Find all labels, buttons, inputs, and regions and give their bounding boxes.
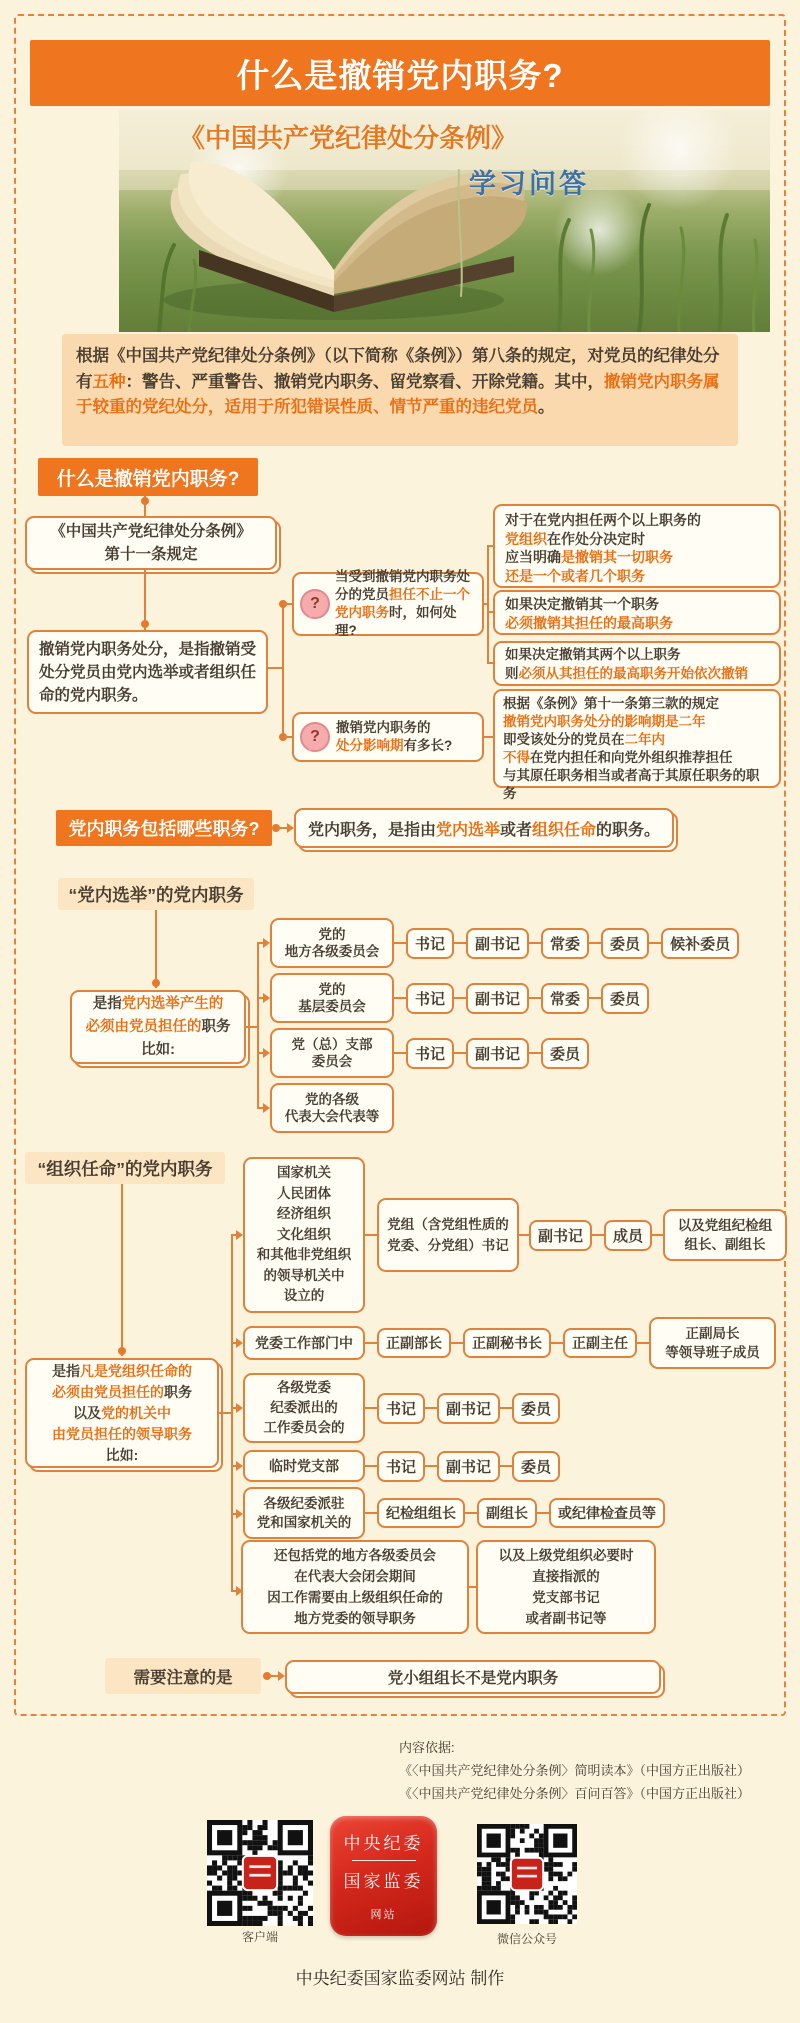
- section2-definition-box: [294, 808, 674, 848]
- connector: [500, 1465, 512, 1467]
- connector-dot: [118, 1347, 126, 1355]
- row-label-line: 党（总）支部: [291, 1037, 373, 1052]
- connector: [219, 1412, 232, 1414]
- party-group-box: 党组（含党组性质的党委、分党组）书记: [377, 1198, 519, 1272]
- connector: [394, 942, 406, 944]
- appointed-row: [243, 1157, 787, 1313]
- s2-o1: 党内选举: [435, 821, 500, 839]
- post-chip: 正副主任: [563, 1328, 637, 1358]
- elected-row: [270, 1083, 394, 1133]
- en-d3: 比如:: [141, 1041, 175, 1058]
- post-chip: 副书记: [466, 983, 529, 1014]
- an-o3: 党的机关中: [101, 1404, 171, 1421]
- connector: [500, 1407, 512, 1409]
- connector: [425, 1407, 437, 1409]
- section2-ribbon: [56, 810, 272, 846]
- post-chip: 副书记: [437, 1451, 500, 1482]
- question-mark-icon: ?: [300, 589, 330, 619]
- post-chip: 委员: [601, 928, 649, 959]
- intro-text-3: 。: [538, 398, 555, 416]
- connector: [469, 1586, 476, 1588]
- intro-box: [62, 334, 738, 446]
- answer3-box: [493, 641, 781, 686]
- appointed-note-box: [25, 1358, 219, 1468]
- row-label: 国家机关 人民团体 经济组织 文化组织 和其他非党组织 的领导机关中 设立的: [243, 1157, 365, 1313]
- credit-line: [0, 1964, 800, 1989]
- an-o1: 凡是党组织任命的: [80, 1362, 192, 1379]
- section1-ribbon-label: 什么是撤销党内职务?: [56, 468, 240, 490]
- post-chip: 书记: [406, 928, 454, 959]
- a1-o1: 党组织: [505, 530, 547, 547]
- local-committee-box: 还包括党的地方各级委员会 在代表大会闭会期间 因工作需要由上级组织任命的 地方党委的领导职务: [241, 1540, 469, 1634]
- connector-dot: [141, 497, 149, 505]
- connector: [529, 942, 541, 944]
- rule-line1: 《中国共产党纪律处分条例》: [50, 523, 252, 540]
- elected-heading-label: “党内选举”的党内职务: [68, 884, 244, 905]
- intro-text-1: 根据《中国共产党纪律处分条例》（以下简称《条例》）第八条的规定，对党员的纪律处分有: [76, 347, 720, 391]
- post-chip: 委员: [512, 1393, 560, 1424]
- a1-o3: 还是一个或者几个职务: [505, 567, 645, 584]
- en-d2: 职务: [201, 1018, 231, 1035]
- hero-subtitle: 学习问答: [469, 169, 589, 199]
- a4-d2: 即受该处分的党员在: [503, 732, 625, 747]
- an-d4: 比如:: [105, 1446, 139, 1463]
- an-d2: 职务: [164, 1383, 192, 1400]
- post-chip: 副书记: [466, 1038, 529, 1069]
- connector: [365, 1342, 377, 1344]
- a1-d3: 应当明确: [505, 549, 561, 565]
- notice-text: 党小组组长不是党内职务: [387, 1670, 559, 1687]
- appointed-row: [241, 1540, 656, 1634]
- connector: [537, 1512, 549, 1514]
- row-label-line: 地方各级委员会: [284, 944, 380, 959]
- hero-book-title: 《中国共产党纪律处分条例》: [179, 123, 518, 153]
- q1-em: 担任不止一个党内职务: [335, 587, 470, 620]
- a4-d3: 在党内担任和向党外组织推荐担任: [530, 750, 733, 765]
- appointed-row: [243, 1450, 560, 1482]
- page-title-bar: [30, 40, 770, 106]
- connector: [589, 997, 601, 999]
- post-chip: 副书记: [466, 928, 529, 959]
- q2-text-1: 撤销党内职务的: [336, 720, 431, 735]
- a1-d2: 在作处分决定时: [547, 530, 645, 547]
- qr-code-app: [207, 1820, 313, 1926]
- row-label-line: 委员会: [311, 1054, 353, 1069]
- connector: [652, 1234, 663, 1236]
- a1-d1: 对于在党内担任两个以上职务的: [505, 512, 701, 528]
- reference-item: 《〈中国共产党纪律处分条例〉百问百答》（中国方正出版社）: [399, 1786, 751, 1801]
- q2-em: 处分影响期: [336, 738, 404, 753]
- connector: [282, 604, 284, 738]
- intro-em-main: 撤销党内职务属于较重的党纪处分，适用于所犯错误性质、情节严重的违纪党员: [76, 372, 720, 416]
- post-chip: 副书记: [437, 1393, 500, 1424]
- appointed-row: [243, 1373, 560, 1443]
- q1-text-1: 当受到撤销党内职务处分的党员: [335, 569, 470, 602]
- post-chip: 书记: [377, 1393, 425, 1424]
- page-title: 什么是撤销党内职务?: [236, 56, 564, 94]
- logo-divider: [352, 1860, 416, 1861]
- en-o1: 党内选举产生的: [121, 995, 224, 1012]
- qr-code-wechat: [477, 1824, 577, 1924]
- s2-o2: 组织任命: [532, 821, 597, 839]
- definition-text: 撤销党内职务处分，是指撤销受处分党员由党内选举或者组织任命的党内职务。: [39, 641, 257, 704]
- connector: [284, 603, 292, 605]
- post-chip: 委员: [541, 1038, 589, 1069]
- en-o2: 必须由党员担任的: [85, 1018, 202, 1035]
- arrow-right-icon: [263, 1048, 270, 1058]
- qr-right-label: [467, 1930, 587, 1947]
- connector: [454, 942, 466, 944]
- q1-text-2: 时，如何处理?: [335, 605, 457, 638]
- connector: [637, 1342, 649, 1344]
- arrow-right-icon: [278, 1671, 285, 1681]
- connector: [454, 997, 466, 999]
- connector: [589, 942, 601, 944]
- an-d3: 以及: [73, 1404, 101, 1421]
- hero-photo: [119, 110, 770, 332]
- qr-left-label: [207, 1928, 313, 1945]
- question1-box: [292, 569, 484, 638]
- post-chip: 纪检组组长: [377, 1498, 465, 1528]
- discipline-group-box: 以及党组纪检组 组长、副组长: [663, 1209, 787, 1261]
- logo-line3: 网站: [370, 1909, 397, 1921]
- logo-line1: 中央纪委: [343, 1834, 424, 1853]
- connector: [519, 1234, 529, 1236]
- intro-text-2: ：警告、严重警告、撤销党内职务、留党察看、开除党籍。其中，: [125, 372, 604, 391]
- leader-team-box: 正副局长 等领导班子成员: [649, 1317, 776, 1369]
- notice-label: [105, 1658, 261, 1694]
- references-heading: 内容依据:: [399, 1740, 455, 1755]
- a2-o1: 必须撤销其担任的最高职务: [505, 614, 673, 631]
- connector-dot: [141, 620, 149, 628]
- s2-d1: 党内职务，是指由: [307, 821, 436, 839]
- qr-right-label-text: 微信公众号: [496, 1932, 557, 1946]
- a3-d2: 则: [505, 665, 519, 681]
- logo-line2: 国家监委: [343, 1872, 424, 1891]
- definition-box: [27, 630, 268, 714]
- post-chip: 副书记: [529, 1220, 592, 1251]
- elected-row: [270, 918, 739, 968]
- elected-row: [270, 1028, 589, 1078]
- section2-ribbon-label: 党内职务包括哪些职务?: [68, 819, 260, 839]
- connector: [592, 1234, 604, 1236]
- row-label-line: 党的: [318, 982, 346, 997]
- connector: [649, 942, 661, 944]
- a4-o1: 撤销党内职务处分的影响期是二年: [503, 714, 706, 729]
- connector: [465, 1512, 477, 1514]
- connector: [284, 736, 292, 738]
- connector: [365, 1407, 377, 1409]
- connector-dot: [152, 979, 160, 987]
- a4-d4: 与其原任职务相当或者高于其原任职务的职务: [503, 768, 760, 801]
- a3-o1: 必须从其担任的最高职务开始依次撤销: [518, 665, 748, 681]
- row-label: 党委工作部门中: [243, 1326, 365, 1360]
- arrow-right-icon: [263, 993, 270, 1003]
- s2-d3: 的职务。: [596, 821, 661, 839]
- row-label-line: 代表大会代表等: [284, 1109, 380, 1124]
- a4-o3: 不得: [503, 750, 530, 765]
- elected-note-box: [70, 990, 246, 1064]
- arrow-right-icon: [236, 1338, 243, 1348]
- post-chip: 书记: [377, 1451, 425, 1482]
- connector: [454, 1052, 466, 1054]
- connector: [246, 1026, 258, 1028]
- arrow-right-icon: [236, 1230, 243, 1240]
- connector: [365, 1512, 377, 1514]
- notice-box: [285, 1660, 661, 1694]
- arrow-right-icon: [263, 938, 270, 948]
- row-label: 各级纪委派驻 党和国家机关的: [243, 1487, 365, 1539]
- post-chip: 书记: [406, 983, 454, 1014]
- connector: [529, 1052, 541, 1054]
- s2-d2: 或者: [499, 821, 532, 839]
- references-block: [399, 1736, 750, 1805]
- qr-left-label-text: 客户端: [241, 1930, 278, 1944]
- post-chip: 常委: [541, 983, 589, 1014]
- post-chip: 或纪律检查员等: [549, 1498, 665, 1528]
- row-label-line: 基层委员会: [298, 999, 366, 1014]
- arrow-right-icon: [236, 1403, 243, 1413]
- elected-heading: [58, 878, 254, 910]
- row-label-line: 党的: [318, 927, 346, 942]
- post-chip: 候补委员: [661, 928, 739, 959]
- connector: [121, 1184, 123, 1356]
- connector: [268, 667, 283, 669]
- credit-text: 中央纪委国家监委网站 制作: [295, 1969, 505, 1988]
- post-chip: 常委: [541, 928, 589, 959]
- a4-o2: 二年内: [624, 732, 665, 747]
- appointed-heading-label: “组织任命”的党内职务: [37, 1158, 213, 1179]
- post-chip: 正副部长: [377, 1328, 451, 1358]
- elected-row: [270, 973, 649, 1023]
- answer1-box: [493, 504, 781, 588]
- connector: [425, 1465, 437, 1467]
- connector: [551, 1342, 563, 1344]
- connector: [451, 1342, 463, 1344]
- post-chip: 委员: [601, 983, 649, 1014]
- answer4-box: [493, 689, 781, 801]
- appointed-heading: [25, 1152, 225, 1184]
- row-label: 各级党委 纪委派出的 工作委员会的: [243, 1373, 365, 1443]
- arrow-right-icon: [236, 1509, 243, 1519]
- designated-secretary-box: 以及上级党组织必要时 直接指派的 党支部书记 或者副书记等: [476, 1540, 656, 1634]
- answer2-box: [493, 590, 781, 635]
- en-d1: 是指: [92, 995, 122, 1012]
- appointed-row: [243, 1316, 776, 1370]
- connector: [365, 1465, 377, 1467]
- post-chip: 委员: [512, 1451, 560, 1482]
- connector: [484, 736, 493, 738]
- question-mark-icon: ?: [300, 722, 330, 752]
- post-chip: 书记: [406, 1038, 454, 1069]
- section1-ribbon: [38, 458, 258, 496]
- reference-item: 《〈中国共产党纪律处分条例〉简明读本》（中国方正出版社）: [399, 1763, 751, 1778]
- a4-d1: 根据《条例》第十一条第三款的规定: [503, 696, 719, 711]
- a3-d1: 如果决定撤销其两个以上职务: [505, 647, 681, 662]
- row-label-line: 党的各级: [305, 1092, 359, 1107]
- notice-label-text: 需要注意的是: [133, 1669, 233, 1687]
- an-o2: 必须由党员担任的: [52, 1383, 164, 1400]
- q2-text-2: 有多长?: [403, 738, 453, 753]
- an-o4: 由党员担任的领导职务: [52, 1425, 192, 1442]
- connector: [365, 1234, 377, 1236]
- an-d1: 是指: [52, 1362, 80, 1379]
- a2-d1: 如果决定撤销其一个职务: [505, 596, 659, 612]
- row-label: 临时党支部: [243, 1450, 365, 1482]
- rule-box: [25, 516, 277, 570]
- rule-line2: 第十一条规定: [104, 546, 198, 563]
- arrow-right-icon: [287, 823, 294, 833]
- post-chip: 副组长: [477, 1498, 537, 1528]
- arrow-right-icon: [263, 1103, 270, 1113]
- connector: [487, 545, 489, 664]
- a1-o2: 是撤销其一切职务: [561, 549, 673, 565]
- intro-em-five: 五种: [92, 372, 126, 391]
- connector: [529, 997, 541, 999]
- appointed-row: [243, 1487, 665, 1539]
- post-chip: 正副秘书长: [463, 1328, 551, 1358]
- arrow-right-icon: [236, 1461, 243, 1471]
- ccdi-logo: [330, 1816, 437, 1936]
- post-chip: 成员: [604, 1220, 652, 1251]
- connector: [155, 910, 157, 988]
- connector: [394, 1052, 406, 1054]
- connector: [394, 997, 406, 999]
- question2-box: [292, 712, 484, 762]
